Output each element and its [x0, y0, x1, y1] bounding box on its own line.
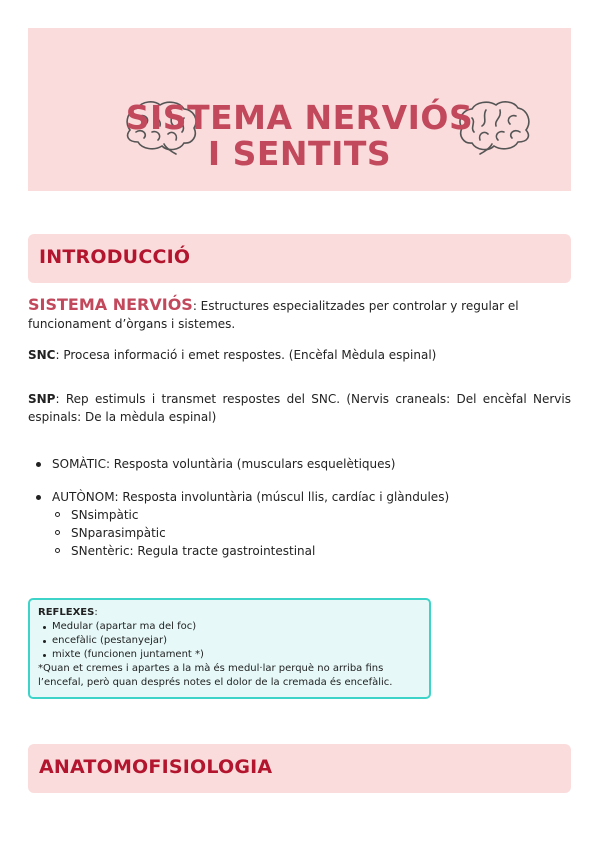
page-title-line1: SISTEMA NERVIÓS	[125, 98, 474, 137]
sub-list-item-text: SNsimpàtic	[71, 508, 139, 522]
sub-list-item	[34, 524, 449, 542]
list-item-text: AUTÒNOM: Resposta involuntària (múscul llis, cardíac i glàndules)	[52, 490, 450, 504]
snp-divisions-list	[34, 455, 449, 560]
definition-snc	[28, 346, 571, 364]
section-header-anatomofisiologia	[28, 744, 571, 793]
term-snc: SNC	[28, 348, 56, 362]
reflexes-callout	[28, 598, 431, 699]
list-item	[38, 620, 421, 634]
list-item-autonom	[34, 488, 449, 506]
list-item	[38, 634, 421, 648]
section-title: INTRODUCCIÓ	[39, 246, 191, 268]
definition-text: : Procesa informació i emet respostes. (Encèfal Mèdula espinal)	[55, 348, 437, 362]
list-item-text: mixte (funcionen juntament *)	[52, 649, 204, 660]
list-item-text: Medular (apartar ma del foc)	[52, 621, 197, 632]
section-title: ANATOMOFISIOLOGIA	[39, 756, 273, 778]
page-title	[28, 100, 571, 172]
section-header-introduccio	[28, 234, 571, 283]
reflexes-colon: :	[94, 607, 98, 618]
reflexes-note: *Quan et cremes i apartes a la mà és medul·lar perquè no arriba fins l’encefal, però quan després notes el dolor de la cremada és encefàlic.	[38, 663, 393, 688]
reflexes-heading	[38, 606, 421, 620]
list-item-somatic	[34, 455, 449, 473]
list-item	[38, 648, 421, 662]
definition-sistema-nervios	[28, 296, 571, 333]
title-banner	[28, 28, 571, 191]
reflexes-title: REFLEXES	[38, 607, 95, 618]
list-item-text: SOMÀTIC: Resposta voluntària (musculars esquelètiques)	[52, 457, 396, 471]
term-sistema-nervios: SISTEMA NERVIÓS	[28, 295, 193, 314]
term-snp: SNP	[28, 392, 56, 406]
sub-list-item	[34, 542, 449, 560]
definition-text: : Estructures especialitzades per controlar y regular el funcionament d’òrgans i sistemes.	[28, 299, 519, 331]
definition-snp	[28, 390, 571, 426]
sub-list-item-text: SNentèric: Regula tracte gastrointestinal	[71, 544, 316, 558]
sub-list-item	[34, 506, 449, 524]
list-item-text: encefàlic (pestanyejar)	[52, 635, 168, 646]
sub-list-item-text: SNparasimpàtic	[71, 526, 166, 540]
page-title-line2: I SENTITS	[207, 134, 392, 173]
definition-text: : Rep estimuls i transmet respostes del SNC. (Nervis craneals: Del encèfal Nervis espinals: De la mèdula espinal)	[28, 392, 571, 424]
